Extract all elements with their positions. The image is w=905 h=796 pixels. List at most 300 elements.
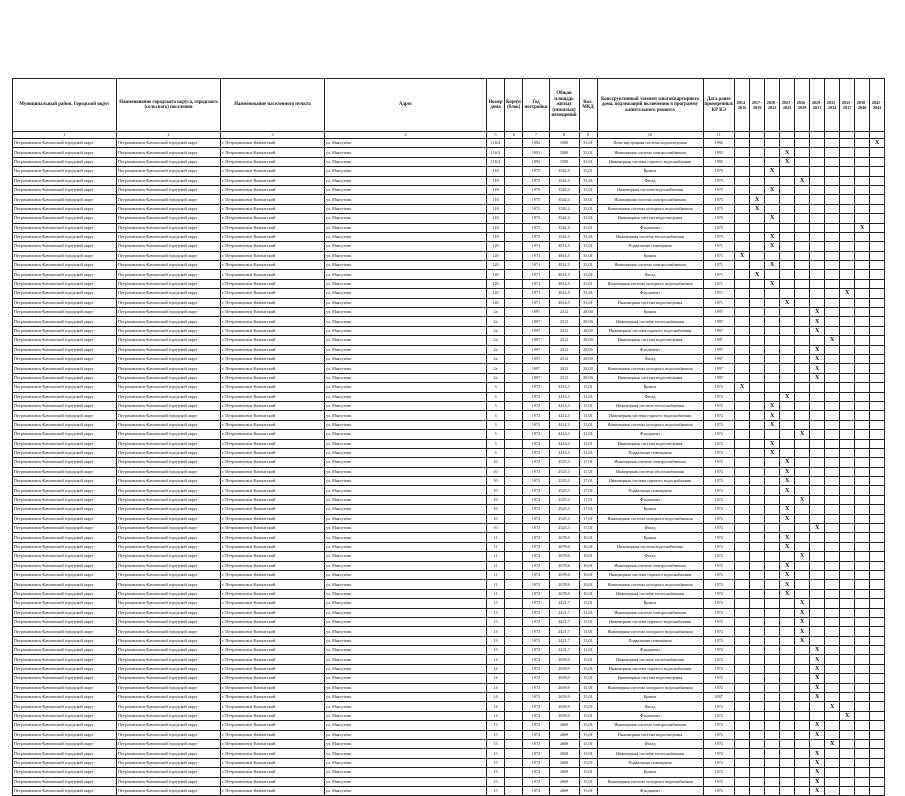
count-cell: 13,01 bbox=[579, 420, 597, 429]
count-cell: 28,00 bbox=[579, 364, 597, 373]
period-mark: X bbox=[765, 401, 780, 410]
period-cell bbox=[735, 580, 750, 589]
table-row bbox=[13, 702, 885, 711]
period-cell bbox=[735, 693, 750, 702]
year-built-cell: 1997 bbox=[523, 336, 549, 345]
house-number-cell: 3 bbox=[487, 383, 505, 392]
count-cell: 28,00 bbox=[579, 308, 597, 317]
year-built-cell: 1972 bbox=[523, 589, 549, 598]
period-cell bbox=[750, 467, 765, 476]
year-built-cell: 1972 bbox=[523, 477, 549, 486]
street-cell: ул. Максутова bbox=[325, 298, 487, 307]
settlement-cell: Петропавловск-Камчатский городской округ bbox=[117, 552, 221, 561]
count-cell: 13,01 bbox=[579, 617, 597, 626]
period-cell bbox=[795, 195, 810, 204]
period-cell bbox=[750, 646, 765, 655]
period-cell bbox=[735, 420, 750, 429]
period-cell bbox=[870, 223, 885, 232]
period-cell bbox=[735, 204, 750, 213]
building-cell bbox=[505, 495, 523, 504]
table-row bbox=[13, 448, 885, 457]
locality-cell: г. Петропавловск-Камчатский bbox=[221, 336, 325, 345]
period-cell bbox=[825, 599, 840, 608]
period-cell bbox=[765, 768, 780, 777]
period-cell bbox=[765, 646, 780, 655]
period-cell bbox=[810, 467, 825, 476]
period-cell bbox=[840, 176, 855, 185]
period-mark: X bbox=[735, 251, 750, 260]
period-cell bbox=[795, 204, 810, 213]
period-cell bbox=[795, 185, 810, 194]
period-cell bbox=[750, 514, 765, 523]
previous-repair-date-cell: 1997 bbox=[703, 336, 735, 345]
period-cell bbox=[750, 392, 765, 401]
street-cell: ул. Максутова bbox=[325, 411, 487, 420]
period-cell bbox=[795, 777, 810, 786]
period-cell bbox=[735, 326, 750, 335]
house-number-cell: 11 bbox=[487, 561, 505, 570]
element-cell: Инженерная система электроснабжения bbox=[597, 608, 703, 617]
period-cell bbox=[780, 552, 795, 561]
street-cell: ул. Максутова bbox=[325, 599, 487, 608]
year-built-cell: 1971 bbox=[523, 261, 549, 270]
area-cell: 2525,3 bbox=[549, 486, 579, 495]
period-cell bbox=[870, 148, 885, 157]
period-cell bbox=[840, 345, 855, 354]
locality-cell: г. Петропавловск-Камчатский bbox=[221, 758, 325, 767]
period-cell bbox=[795, 157, 810, 166]
period-cell bbox=[795, 448, 810, 457]
settlement-cell: Петропавловск-Камчатский городской округ bbox=[117, 580, 221, 589]
table-row bbox=[13, 758, 885, 767]
period-cell bbox=[735, 589, 750, 598]
locality-cell: г. Петропавловск-Камчатский bbox=[221, 326, 325, 335]
element-cell: Инженерная система горячего водоснабжения bbox=[597, 664, 703, 673]
period-cell bbox=[840, 373, 855, 382]
element-cell: Инженерная система водоотведения bbox=[597, 730, 703, 739]
year-built-cell: 1972 bbox=[523, 617, 549, 626]
area-cell: 4414,3 bbox=[549, 420, 579, 429]
period-cell bbox=[765, 599, 780, 608]
previous-repair-date-cell: 1972 bbox=[703, 589, 735, 598]
period-cell bbox=[750, 505, 765, 514]
period-cell bbox=[765, 627, 780, 636]
period-cell bbox=[780, 683, 795, 692]
locality-cell: г. Петропавловск-Камчатский bbox=[221, 401, 325, 410]
district-cell: Петропавловск-Камчатский городской округ bbox=[13, 289, 117, 298]
count-cell: 13,01 bbox=[579, 646, 597, 655]
building-cell bbox=[505, 176, 523, 185]
house-number-cell: 2а bbox=[487, 326, 505, 335]
element-cell: Фасад bbox=[597, 392, 703, 401]
year-built-cell: 1975 bbox=[523, 176, 549, 185]
period-cell bbox=[870, 486, 885, 495]
locality-cell: г. Петропавловск-Камчатский bbox=[221, 242, 325, 251]
locality-cell: г. Петропавловск-Камчатский bbox=[221, 683, 325, 692]
period-cell bbox=[750, 589, 765, 598]
period-cell bbox=[810, 167, 825, 176]
year-built-cell: 1972 bbox=[523, 439, 549, 448]
period-cell bbox=[750, 214, 765, 223]
district-cell: Петропавловск-Камчатский городской округ bbox=[13, 740, 117, 749]
previous-repair-date-cell: 1972 bbox=[703, 768, 735, 777]
period-cell bbox=[750, 458, 765, 467]
period-cell bbox=[735, 627, 750, 636]
table-row bbox=[13, 533, 885, 542]
period-cell bbox=[840, 580, 855, 589]
period-mark: X bbox=[795, 495, 810, 504]
period-cell bbox=[750, 477, 765, 486]
previous-repair-date-cell: 1972 bbox=[703, 674, 735, 683]
previous-repair-date-cell: 1972 bbox=[703, 749, 735, 758]
period-cell bbox=[780, 383, 795, 392]
count-cell: 16,01 bbox=[579, 533, 597, 542]
street-cell: ул. Максутова bbox=[325, 758, 487, 767]
period-cell bbox=[735, 711, 750, 720]
period-cell bbox=[750, 289, 765, 298]
period-cell bbox=[780, 139, 795, 148]
period-cell bbox=[840, 542, 855, 551]
count-cell: 17,01 bbox=[579, 486, 597, 495]
locality-cell: г. Петропавловск-Камчатский bbox=[221, 655, 325, 664]
settlement-cell: Петропавловск-Камчатский городской округ bbox=[117, 373, 221, 382]
period-cell bbox=[780, 786, 795, 795]
period-cell bbox=[825, 674, 840, 683]
period-cell bbox=[855, 495, 870, 504]
period-cell bbox=[810, 157, 825, 166]
period-cell bbox=[870, 326, 885, 335]
period-cell bbox=[750, 542, 765, 551]
period-cell bbox=[765, 561, 780, 570]
period-cell bbox=[750, 279, 765, 288]
previous-repair-date-cell: 1992 bbox=[703, 148, 735, 157]
house-number-cell: 120 bbox=[487, 251, 505, 260]
count-cell: 33,01 bbox=[579, 279, 597, 288]
street-cell: ул. Максутова bbox=[325, 777, 487, 786]
settlement-cell: Петропавловск-Камчатский городской округ bbox=[117, 298, 221, 307]
house-number-cell: 15 bbox=[487, 730, 505, 739]
table-row bbox=[13, 326, 885, 335]
period-cell bbox=[825, 561, 840, 570]
table-row bbox=[13, 552, 885, 561]
locality-cell: г. Петропавловск-Камчатский bbox=[221, 486, 325, 495]
period-cell bbox=[735, 758, 750, 767]
period-cell bbox=[840, 232, 855, 241]
element-cell: Инженерная система горячего водоснабжения bbox=[597, 617, 703, 626]
house-number-cell: 2а bbox=[487, 364, 505, 373]
period-cell bbox=[825, 524, 840, 533]
period-cell bbox=[870, 317, 885, 326]
year-built-cell: 1975 bbox=[523, 232, 549, 241]
period-cell bbox=[795, 674, 810, 683]
period-cell bbox=[780, 439, 795, 448]
period-cell bbox=[795, 214, 810, 223]
settlement-cell: Петропавловск-Камчатский городской округ bbox=[117, 730, 221, 739]
count-cell: 33,01 bbox=[579, 261, 597, 270]
period-cell bbox=[735, 749, 750, 758]
area-cell: 2659,9 bbox=[549, 655, 579, 664]
period-cell bbox=[810, 223, 825, 232]
settlement-cell: Петропавловск-Камчатский городской округ bbox=[117, 561, 221, 570]
street-cell: ул. Максутова bbox=[325, 401, 487, 410]
period-cell bbox=[750, 627, 765, 636]
period-cell bbox=[765, 467, 780, 476]
period-cell bbox=[735, 486, 750, 495]
period-cell bbox=[735, 617, 750, 626]
column-number: 9 bbox=[579, 132, 597, 139]
period-cell bbox=[735, 232, 750, 241]
period-cell bbox=[855, 139, 870, 148]
period-cell bbox=[765, 317, 780, 326]
previous-repair-date-cell: 1975 bbox=[703, 232, 735, 241]
period-cell bbox=[765, 289, 780, 298]
column-header: 2035 - 2037 bbox=[840, 79, 855, 132]
count-cell: 16,01 bbox=[579, 542, 597, 551]
year-built-cell: 1997 bbox=[523, 373, 549, 382]
period-mark: X bbox=[765, 167, 780, 176]
period-mark: X bbox=[780, 477, 795, 486]
area-cell: 4814,5 bbox=[549, 251, 579, 260]
column-number: 3 bbox=[221, 132, 325, 139]
period-cell bbox=[795, 589, 810, 598]
area-cell: 3300 bbox=[549, 157, 579, 166]
period-cell bbox=[765, 589, 780, 598]
street-cell: ул. Максутова bbox=[325, 768, 487, 777]
period-cell bbox=[765, 251, 780, 260]
period-cell bbox=[795, 646, 810, 655]
period-cell bbox=[840, 223, 855, 232]
period-cell bbox=[855, 373, 870, 382]
street-cell: ул. Максутова bbox=[325, 204, 487, 213]
building-cell bbox=[505, 336, 523, 345]
count-cell: 16,01 bbox=[579, 570, 597, 579]
period-cell bbox=[825, 317, 840, 326]
period-cell bbox=[795, 439, 810, 448]
previous-repair-date-cell: 1972 bbox=[703, 495, 735, 504]
element-cell: Печи-внутренняя система водоотведения bbox=[597, 139, 703, 148]
district-cell: Петропавловск-Камчатский городской округ bbox=[13, 383, 117, 392]
period-cell bbox=[870, 364, 885, 373]
period-cell bbox=[840, 204, 855, 213]
year-built-cell: 1972 bbox=[523, 768, 549, 777]
period-cell bbox=[750, 167, 765, 176]
period-cell bbox=[870, 167, 885, 176]
period-cell bbox=[750, 232, 765, 241]
period-cell bbox=[780, 758, 795, 767]
area-cell: 3542,4 bbox=[549, 214, 579, 223]
year-built-cell: 1972 bbox=[523, 655, 549, 664]
period-cell bbox=[870, 308, 885, 317]
settlement-cell: Петропавловск-Камчатский городской округ bbox=[117, 458, 221, 467]
area-cell: 2678,6 bbox=[549, 561, 579, 570]
table-row bbox=[13, 317, 885, 326]
period-cell bbox=[855, 458, 870, 467]
period-cell bbox=[855, 730, 870, 739]
period-cell bbox=[855, 195, 870, 204]
count-cell: 16,01 bbox=[579, 561, 597, 570]
area-cell: 2669 bbox=[549, 777, 579, 786]
area-cell: 2669 bbox=[549, 786, 579, 795]
building-cell bbox=[505, 674, 523, 683]
period-cell bbox=[855, 261, 870, 270]
period-cell bbox=[780, 693, 795, 702]
period-cell bbox=[750, 693, 765, 702]
period-cell bbox=[840, 185, 855, 194]
settlement-cell: Петропавловск-Камчатский городской округ bbox=[117, 758, 221, 767]
street-cell: ул. Максутова bbox=[325, 364, 487, 373]
street-cell: ул. Максутова bbox=[325, 214, 487, 223]
element-cell: Подвальные помещения bbox=[597, 486, 703, 495]
period-cell bbox=[855, 185, 870, 194]
period-cell bbox=[855, 289, 870, 298]
settlement-cell: Петропавловск-Камчатский городской округ bbox=[117, 683, 221, 692]
period-mark: X bbox=[840, 289, 855, 298]
building-cell bbox=[505, 185, 523, 194]
period-cell bbox=[735, 721, 750, 730]
period-cell bbox=[870, 345, 885, 354]
period-cell bbox=[825, 608, 840, 617]
period-cell bbox=[810, 627, 825, 636]
previous-repair-date-cell: 1972 bbox=[703, 439, 735, 448]
year-built-cell: 1972 bbox=[523, 486, 549, 495]
district-cell: Петропавловск-Камчатский городской округ bbox=[13, 646, 117, 655]
period-cell bbox=[765, 533, 780, 542]
period-cell bbox=[870, 204, 885, 213]
locality-cell: г. Петропавловск-Камчатский bbox=[221, 195, 325, 204]
settlement-cell: Петропавловск-Камчатский городской округ bbox=[117, 608, 221, 617]
locality-cell: г. Петропавловск-Камчатский bbox=[221, 561, 325, 570]
period-cell bbox=[810, 542, 825, 551]
settlement-cell: Петропавловск-Камчатский городской округ bbox=[117, 599, 221, 608]
district-cell: Петропавловск-Камчатский городской округ bbox=[13, 758, 117, 767]
house-number-cell: 15 bbox=[487, 768, 505, 777]
period-mark: X bbox=[765, 420, 780, 429]
area-cell: 2312 bbox=[549, 317, 579, 326]
district-cell: Петропавловск-Камчатский городской округ bbox=[13, 439, 117, 448]
house-number-cell: 13 bbox=[487, 636, 505, 645]
period-cell bbox=[840, 139, 855, 148]
period-cell bbox=[750, 758, 765, 767]
building-cell bbox=[505, 730, 523, 739]
period-cell bbox=[840, 439, 855, 448]
period-cell bbox=[855, 664, 870, 673]
count-cell: 33,01 bbox=[579, 148, 597, 157]
period-cell bbox=[780, 702, 795, 711]
period-cell bbox=[810, 477, 825, 486]
period-mark: X bbox=[780, 580, 795, 589]
period-cell bbox=[735, 317, 750, 326]
house-number-cell: 120 bbox=[487, 261, 505, 270]
period-cell bbox=[735, 139, 750, 148]
period-cell bbox=[765, 176, 780, 185]
previous-repair-date-cell: 1972 bbox=[703, 702, 735, 711]
table-row bbox=[13, 740, 885, 749]
building-cell bbox=[505, 664, 523, 673]
locality-cell: г. Петропавловск-Камчатский bbox=[221, 411, 325, 420]
settlement-cell: Петропавловск-Камчатский городской округ bbox=[117, 148, 221, 157]
period-cell bbox=[735, 373, 750, 382]
house-number-cell: 118 bbox=[487, 204, 505, 213]
period-cell bbox=[825, 411, 840, 420]
table-row bbox=[13, 655, 885, 664]
count-cell: 17,01 bbox=[579, 467, 597, 476]
building-cell bbox=[505, 777, 523, 786]
count-cell: 15,01 bbox=[579, 655, 597, 664]
period-cell bbox=[870, 373, 885, 382]
period-cell bbox=[765, 139, 780, 148]
element-cell: Подвальные помещения bbox=[597, 636, 703, 645]
period-cell bbox=[840, 683, 855, 692]
area-cell: 2421,7 bbox=[549, 617, 579, 626]
area-cell: 4814,5 bbox=[549, 261, 579, 270]
period-cell bbox=[750, 533, 765, 542]
table-row bbox=[13, 711, 885, 720]
locality-cell: г. Петропавловск-Камчатский bbox=[221, 533, 325, 542]
settlement-cell: Петропавловск-Камчатский городской округ bbox=[117, 139, 221, 148]
period-cell bbox=[795, 702, 810, 711]
period-cell bbox=[750, 345, 765, 354]
year-built-cell: 1971 bbox=[523, 298, 549, 307]
period-cell bbox=[810, 270, 825, 279]
table-row bbox=[13, 486, 885, 495]
element-cell: Инженерная система холодного водоснабжения bbox=[597, 683, 703, 692]
district-cell: Петропавловск-Камчатский городской округ bbox=[13, 777, 117, 786]
period-cell bbox=[855, 617, 870, 626]
period-cell bbox=[840, 486, 855, 495]
period-mark: X bbox=[765, 439, 780, 448]
period-cell bbox=[825, 261, 840, 270]
table-row bbox=[13, 185, 885, 194]
table-row bbox=[13, 336, 885, 345]
year-built-cell: 1972 bbox=[523, 514, 549, 523]
period-cell bbox=[870, 552, 885, 561]
locality-cell: г. Петропавловск-Камчатский bbox=[221, 345, 325, 354]
settlement-cell: Петропавловск-Камчатский городской округ bbox=[117, 664, 221, 673]
locality-cell: г. Петропавловск-Камчатский bbox=[221, 354, 325, 363]
street-cell: ул. Максутова bbox=[325, 542, 487, 551]
count-cell: 15,01 bbox=[579, 693, 597, 702]
period-cell bbox=[780, 289, 795, 298]
period-mark: X bbox=[810, 308, 825, 317]
period-cell bbox=[735, 448, 750, 457]
period-cell bbox=[870, 599, 885, 608]
period-cell bbox=[825, 514, 840, 523]
period-cell bbox=[780, 749, 795, 758]
table-row bbox=[13, 373, 885, 382]
period-cell bbox=[750, 439, 765, 448]
locality-cell: г. Петропавловск-Камчатский bbox=[221, 383, 325, 392]
area-cell: 2669 bbox=[549, 768, 579, 777]
period-cell bbox=[870, 758, 885, 767]
street-cell: ул. Максутова bbox=[325, 730, 487, 739]
period-cell bbox=[870, 448, 885, 457]
year-built-cell: 1972 bbox=[523, 467, 549, 476]
count-cell: 15,01 bbox=[579, 711, 597, 720]
house-number-cell: 14 bbox=[487, 711, 505, 720]
period-cell bbox=[840, 730, 855, 739]
period-cell bbox=[780, 608, 795, 617]
period-cell bbox=[765, 655, 780, 664]
building-cell bbox=[505, 308, 523, 317]
building-cell bbox=[505, 721, 523, 730]
period-cell bbox=[870, 251, 885, 260]
settlement-cell: Петропавловск-Камчатский городской округ bbox=[117, 505, 221, 514]
street-cell: ул. Максутова bbox=[325, 354, 487, 363]
period-cell bbox=[870, 157, 885, 166]
column-header: Наименование городского округа, городского (сельского) поселения bbox=[117, 79, 221, 132]
street-cell: ул. Максутова bbox=[325, 270, 487, 279]
previous-repair-date-cell: 1972 bbox=[703, 599, 735, 608]
